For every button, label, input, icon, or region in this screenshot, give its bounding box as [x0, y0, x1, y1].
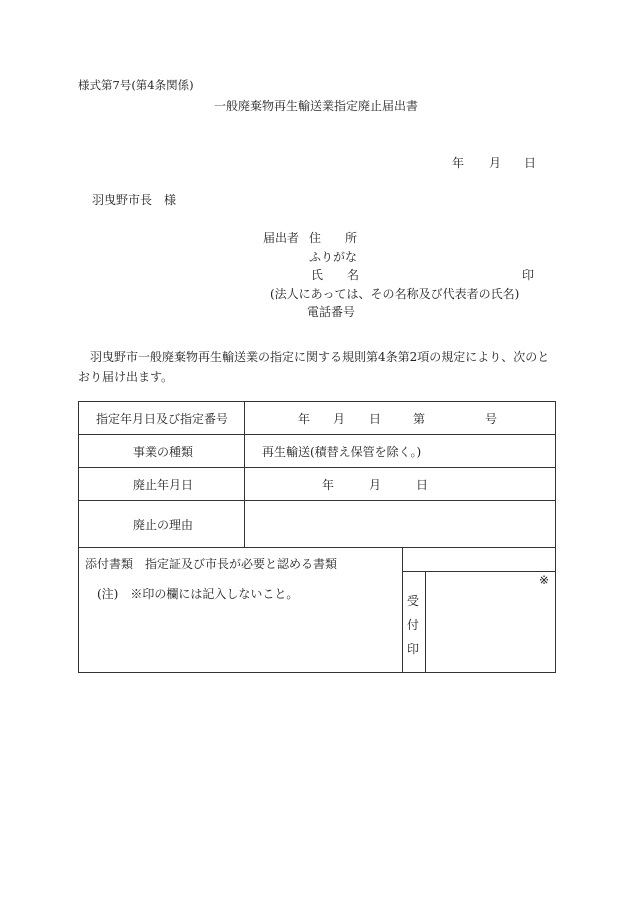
seal-mark: 印 [522, 268, 535, 282]
receipt-column-inner [425, 571, 426, 672]
form-table [78, 401, 556, 673]
addressee: 羽曳野市長 様 [92, 193, 177, 207]
business-type-value: 再生輸送(積替え保管を除く。) [262, 445, 422, 459]
designation-date-number-label: 指定年月日及び指定番号 [96, 412, 229, 426]
document-title: 一般廃棄物再生輸送業指定廃止届出書 [214, 99, 419, 113]
abolition-date-label: 廃止年月日 [133, 478, 194, 492]
row-divider-2 [79, 467, 555, 468]
receipt-char-3: 印 [406, 642, 419, 656]
date-month-label: 月 [489, 156, 502, 170]
row3-month: 月 [369, 478, 382, 492]
abolition-reason-label: 廃止の理由 [133, 518, 194, 532]
row1-day: 日 [369, 412, 382, 426]
row3-day: 日 [416, 478, 429, 492]
body-text: 羽曳野市一般廃棄物再生輸送業の指定に関する規則第4条第2項の規定により、次のとおり届け出ます。 [78, 350, 550, 384]
form-id: 様式第7号(第4条関係) [78, 78, 194, 92]
business-type-label: 事業の種類 [133, 445, 194, 459]
date-day-label: 日 [524, 156, 537, 170]
attachments-text: 添付書類 指定証及び市長が必要と認める書類 [85, 557, 338, 571]
row-divider-1 [79, 434, 555, 435]
office-use-asterisk: ※ [539, 573, 550, 587]
row1-year: 年 [298, 412, 311, 426]
row3-year: 年 [322, 478, 335, 492]
row-divider-3 [79, 500, 555, 501]
row-divider-4 [79, 547, 555, 548]
receipt-char-1: 受 [406, 594, 419, 608]
furigana-label: ふりがな [309, 250, 358, 264]
row1-go: 号 [485, 412, 498, 426]
date-year-label: 年 [452, 156, 465, 170]
receipt-char-2: 付 [406, 618, 419, 632]
receipt-column-left [402, 547, 403, 672]
phone-label: 電話番号 [307, 305, 356, 319]
note-text: (注) ※印の欄には記入しないこと。 [97, 587, 299, 601]
row1-month: 月 [333, 412, 346, 426]
address-label: 住 所 [309, 231, 358, 245]
label-column-divider [244, 402, 245, 547]
applicant-label: 届出者 [263, 231, 300, 245]
row1-dai: 第 [413, 412, 426, 426]
corporation-note: (法人にあっては、その名称及び代表者の氏名) [270, 287, 520, 301]
name-label: 氏 名 [311, 268, 360, 282]
